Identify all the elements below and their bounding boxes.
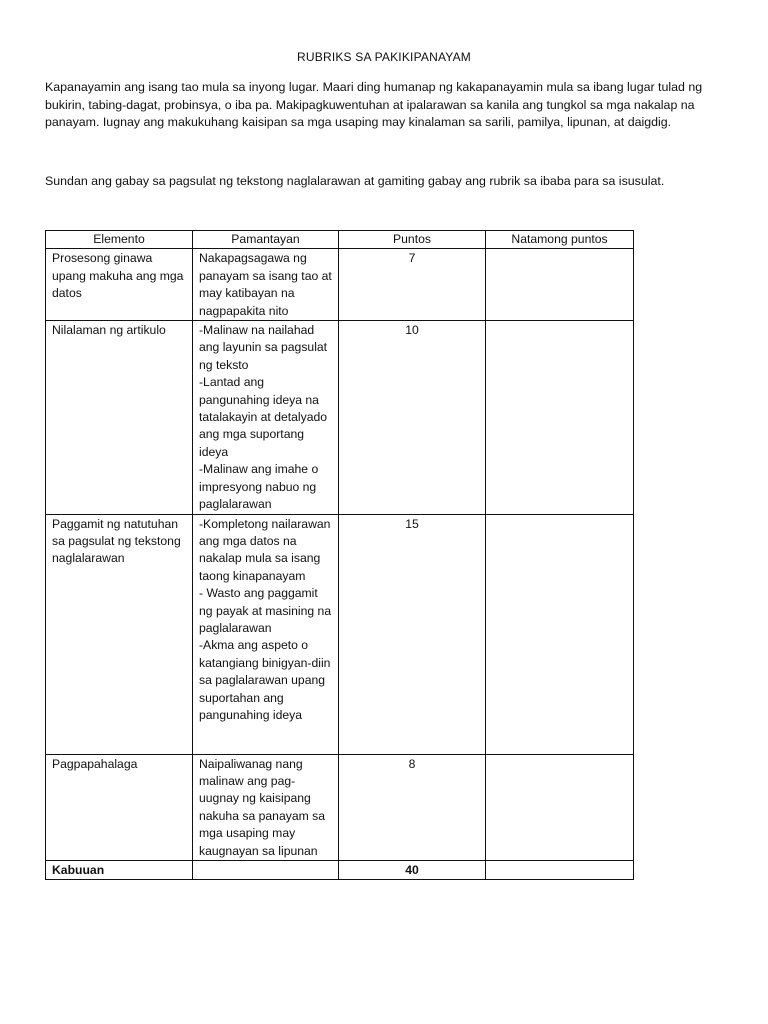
natamong-puntos-cell[interactable] <box>486 514 634 754</box>
header-row <box>46 231 634 249</box>
table-row <box>46 754 634 860</box>
table-row <box>46 321 634 514</box>
elemento-cell: Prosesong ginawa upang makuha ang mga datos <box>46 249 193 321</box>
criterion-text: - Wasto ang paggamit ng payak at masining na paglalarawan <box>199 586 332 635</box>
total-puntos: 40 <box>339 860 486 879</box>
elemento-cell: Paggamit ng natutuhan sa pagsulat ng tekstong naglalarawan <box>46 514 193 754</box>
pamantayan-cell <box>193 754 339 860</box>
natamong-puntos-cell[interactable] <box>486 249 634 321</box>
puntos-cell: 7 <box>339 249 486 321</box>
total-label: Kabuuan <box>46 860 193 879</box>
total-pamantayan-cell <box>193 860 339 879</box>
document-title: RUBRIKS SA PAKIKIPANAYAM <box>297 50 471 64</box>
criterion-text: -Malinaw na nailahad ang layunin sa pagsulat ng teksto <box>199 323 328 372</box>
natamong-puntos-cell[interactable] <box>486 321 634 514</box>
header-elemento: Elemento <box>46 231 193 249</box>
puntos-cell: 10 <box>339 321 486 514</box>
header-pamantayan: Pamantayan <box>193 231 339 249</box>
criterion-text: -Malinaw ang imahe o impresyong nabuo ng paglalarawan <box>199 462 319 512</box>
pamantayan-cell <box>193 321 339 514</box>
pamantayan-cell <box>193 514 339 754</box>
criterion-text: Nakapagsagawa ng panayam sa isang tao at may katibayan na nagpapakita nito <box>199 251 332 318</box>
criterion-text: -Lantad ang pangunahing ideya na tatalakayin at detalyado ang mga suportang ideya <box>199 375 328 459</box>
criterion-text: Naipaliwanag nang malinaw ang pag-uugnay ng kaisipang nakuha sa panayam sa mga usaping may kaugnayan sa lipunan <box>199 756 326 858</box>
header-puntos: Puntos <box>339 231 486 249</box>
puntos-cell: 8 <box>339 754 486 860</box>
elemento-cell: Nilalaman ng artikulo <box>46 321 193 514</box>
criterion-text: -Kompletong nailarawan ang mga datos na nakalap mula sa isang taong kinapanayam <box>199 516 331 583</box>
natamong-puntos-cell[interactable] <box>486 754 634 860</box>
rubric-table <box>45 230 634 880</box>
pamantayan-cell <box>193 249 339 321</box>
intro-paragraph: Kapanayamin ang isang tao mula sa inyong lugar. Maari ding humanap ng kakapanayamin mula sa ibang lugar tulad ng bukirin, tabing-dagat, probinsya, o iba pa. Makipagkuwentuhan at ipalarawan sa kanila ang tungkol sa mga nakalap na panayam. Iugnay ang makukuhang kaisipan sa mga usaping may kinalaman sa sarili, pamilya, lipunan, at daigdig. <box>45 80 703 129</box>
total-row <box>46 860 634 879</box>
table-row <box>46 514 634 754</box>
puntos-cell: 15 <box>339 514 486 754</box>
header-natamong-puntos: Natamong puntos <box>486 231 634 249</box>
instruction-paragraph: Sundan ang gabay sa pagsulat ng tekstong naglalarawan at gamiting gabay ang rubrik sa ibaba para sa isusulat. <box>45 174 665 188</box>
total-natamong-puntos-cell[interactable] <box>486 860 634 879</box>
table-row <box>46 249 634 321</box>
elemento-cell: Pagpapahalaga <box>46 754 193 860</box>
criterion-text: -Akma ang aspeto o katangiang binigyan-diin sa paglalarawan upang suportahan ang pangunahing ideya <box>199 638 331 722</box>
